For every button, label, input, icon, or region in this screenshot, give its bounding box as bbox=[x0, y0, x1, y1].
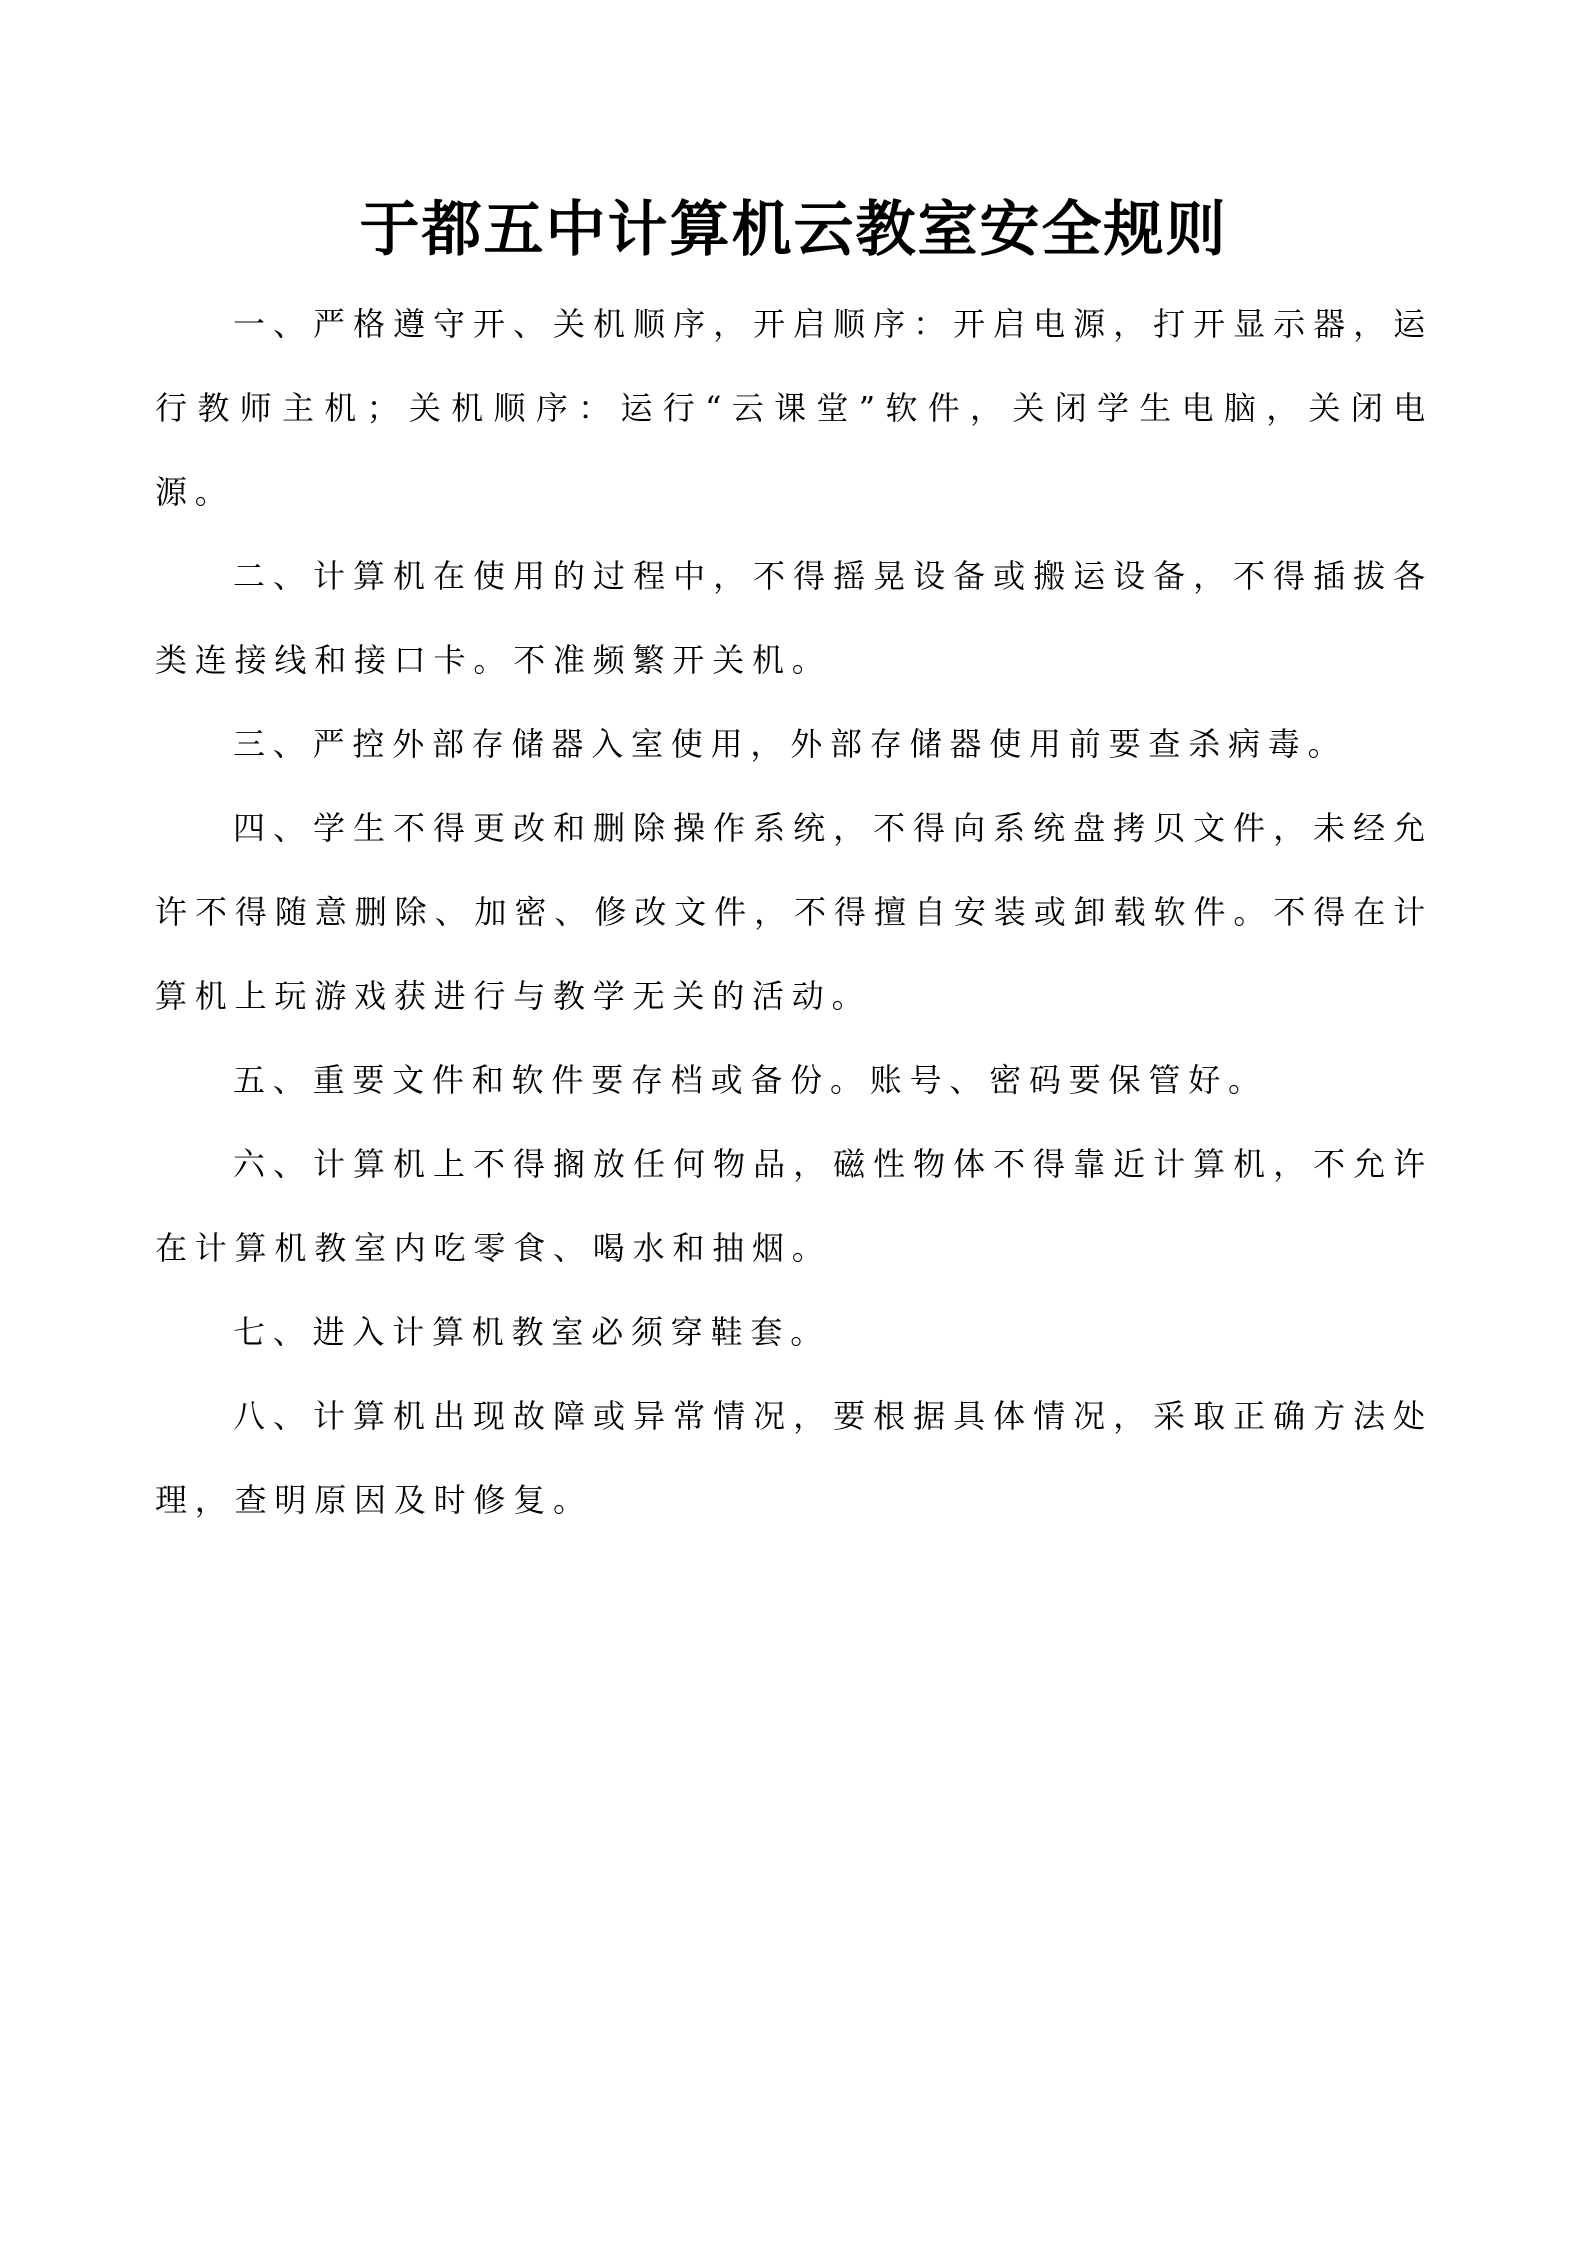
rule-7: 七、进入计算机教室必须穿鞋套。 bbox=[233, 1313, 831, 1351]
rule-2: 二、计算机在使用的过程中，不得摇晃设备或搬运设备，不得插拔各类连接线和接口卡。不准频繁开关机。 bbox=[155, 557, 1433, 679]
rule-6: 六、计算机上不得搁放任何物品，磁性物体不得靠近计算机，不允许在计算机教室内吃零食、喝水和抽烟。 bbox=[155, 1145, 1433, 1267]
rules-list bbox=[155, 282, 1433, 1542]
rule-8: 八、计算机出现故障或异常情况，要根据具体情况，采取正确方法处理，查明原因及时修复。 bbox=[155, 1397, 1433, 1519]
document-title: 于都五中计算机云教室安全规则 bbox=[359, 195, 1228, 265]
rule-4: 四、学生不得更改和删除操作系统，不得向系统盘拷贝文件，未经允许不得随意删除、加密、修改文件，不得擅自安装或卸载软件。不得在计算机上玩游戏获进行与教学无关的活动。 bbox=[155, 809, 1433, 1015]
rule-3: 三、严控外部存储器入室使用，外部存储器使用前要查杀病毒。 bbox=[233, 725, 1348, 763]
rule-1: 一、严格遵守开、关机顺序，开启顺序：开启电源，打开显示器，运行教师主机；关机顺序：运行“云课堂”软件，关闭学生电脑，关闭电源。 bbox=[155, 305, 1433, 511]
rule-5: 五、重要文件和软件要存档或备份。账号、密码要保管好。 bbox=[233, 1061, 1268, 1099]
